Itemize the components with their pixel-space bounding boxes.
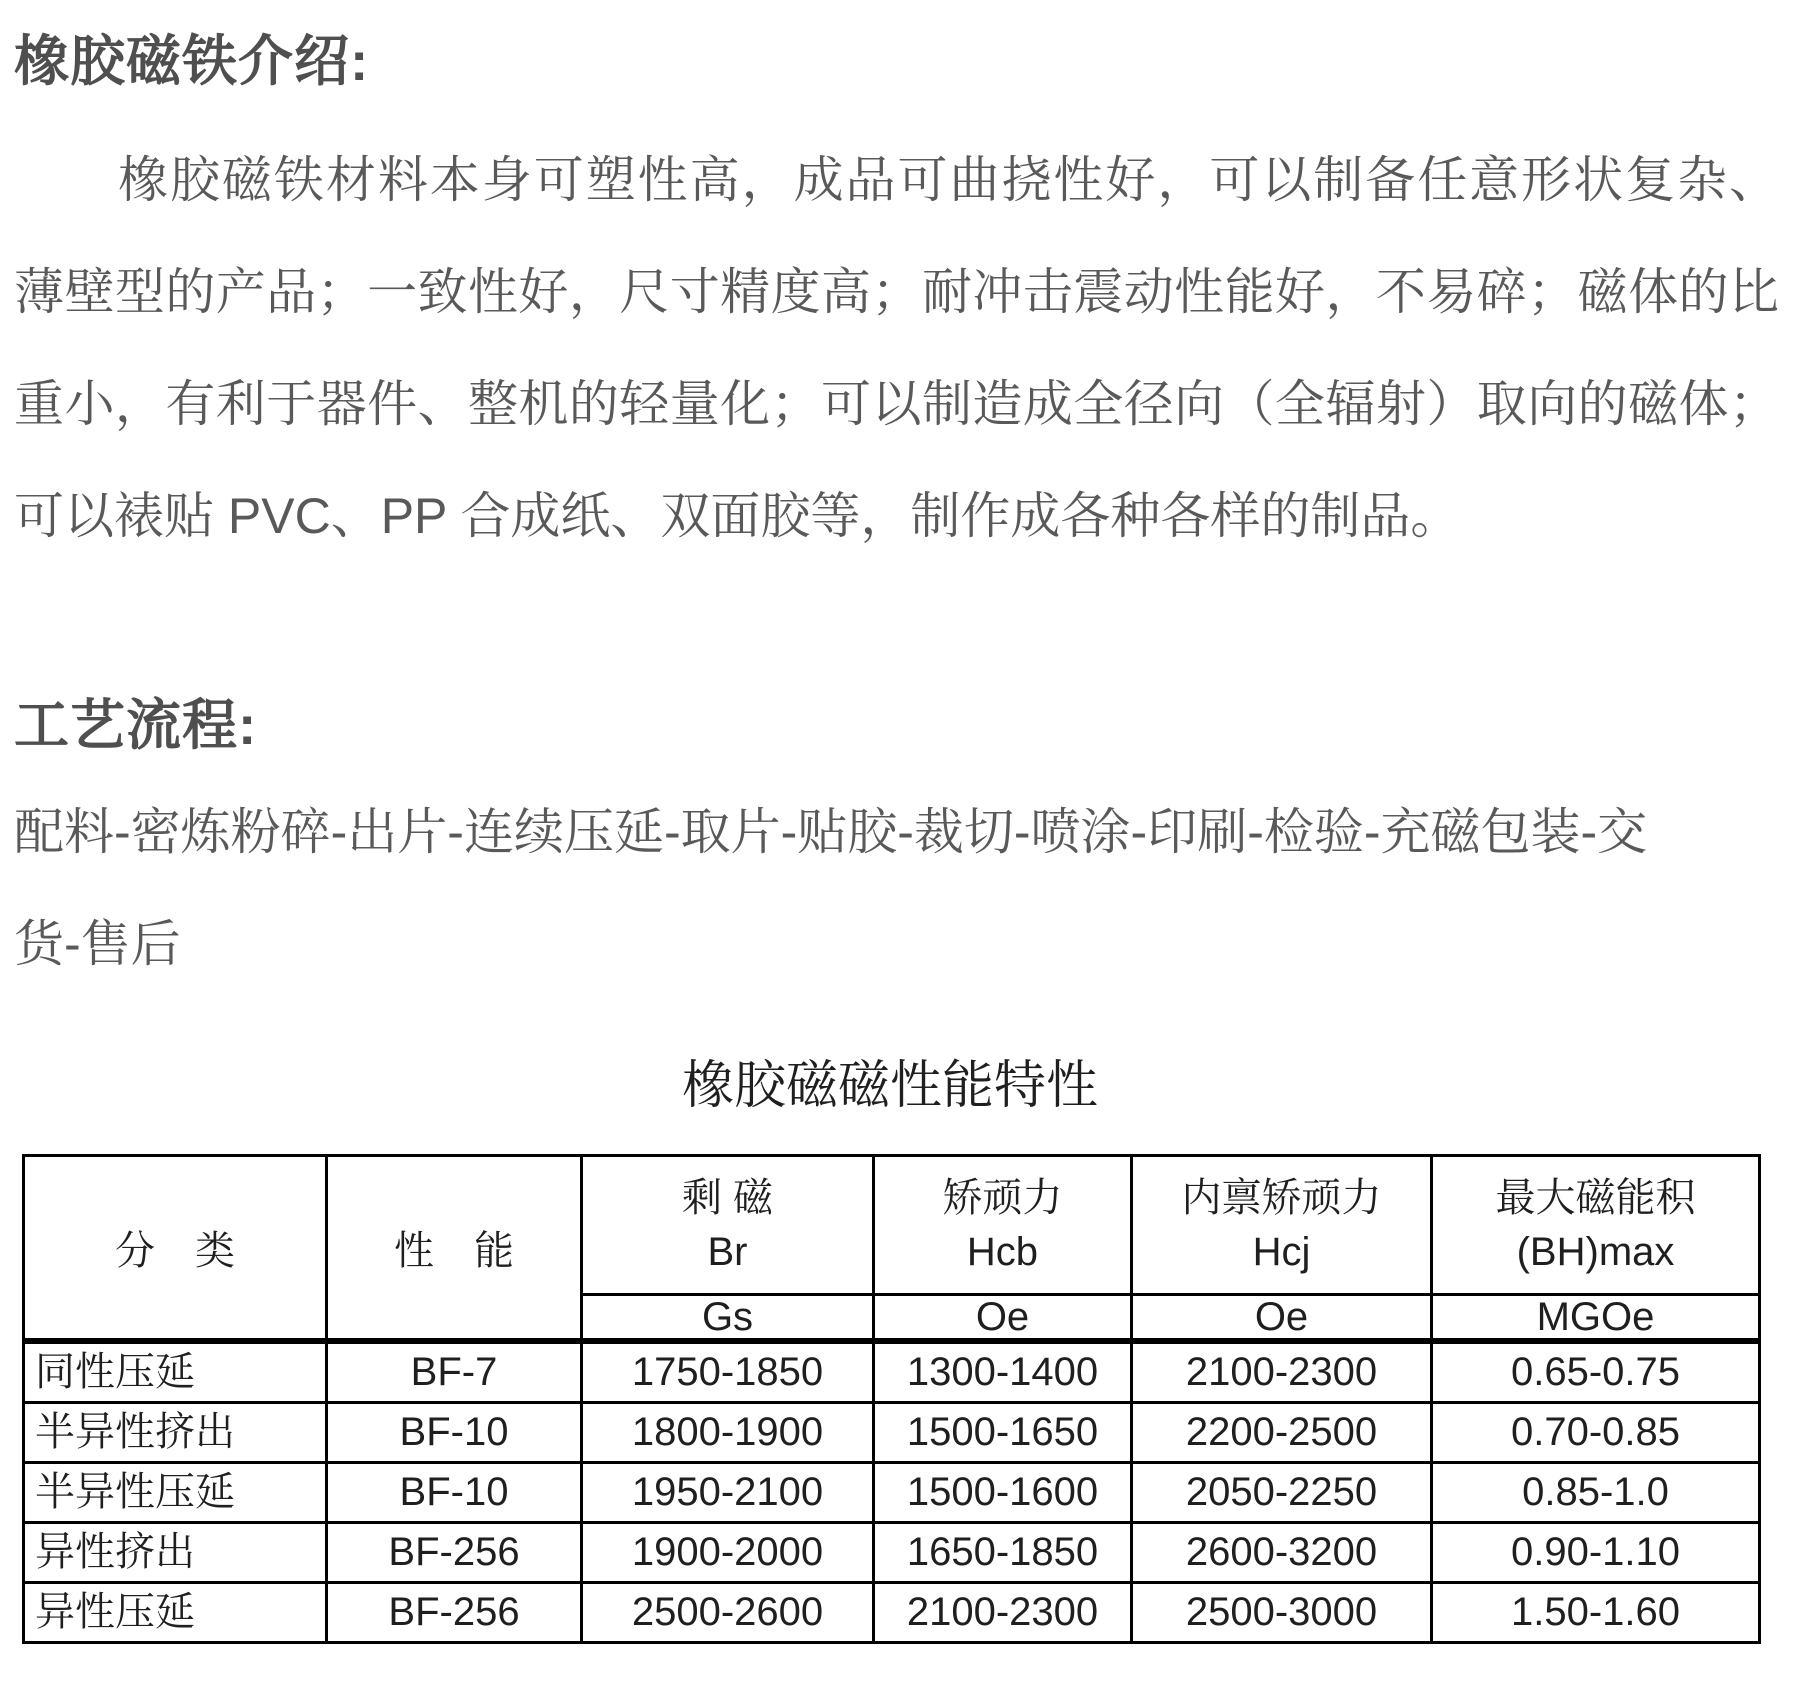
header-max-energy-product [1432,1156,1760,1295]
row-label-cell: 同性压延 [24,1341,327,1403]
table-cell: 1300-1400 [874,1341,1132,1403]
table-cell: BF-10 [327,1463,582,1523]
row-label-cell: 异性压延 [24,1583,327,1643]
header-category: 分 类 [24,1156,327,1342]
table-row [24,1583,1760,1643]
table-title: 橡胶磁磁性能特性 [681,1057,1098,1115]
performance-table [22,1154,1761,1644]
table-row [24,1341,1760,1403]
unit-max-energy-product: MGOe [1432,1295,1760,1342]
intro-line-2: 薄壁型的产品；一致性好，尺寸精度高；耐冲击震动性能好，不易碎；磁体的比 [14,264,1779,320]
process-paragraph [14,776,1779,1000]
table-cell: 0.85-1.0 [1432,1463,1760,1523]
header-remanence [582,1156,874,1295]
table-cell: 0.90-1.10 [1432,1523,1760,1583]
table-cell: 2600-3200 [1132,1523,1432,1583]
table-cell: 1650-1850 [874,1523,1132,1583]
row-label-cell: 异性挤出 [24,1523,327,1583]
table-row [24,1403,1760,1463]
table-header [24,1156,1760,1342]
table-cell: 0.70-0.85 [1432,1403,1760,1463]
intro-line-1: 橡胶磁铁材料本身可塑性高，成品可曲挠性好，可以制备任意形状复杂、 [118,152,1779,208]
header-remanence-label: 剩 磁 [681,1176,774,1220]
intro-paragraph [14,124,1779,572]
header-max-energy-product-label: 最大磁能积 [1495,1176,1696,1220]
table-cell: 1500-1650 [874,1403,1132,1463]
process-line-1: 配料-密炼粉碎-出片-连续压延-取片-贴胶-裁切-喷涂-印刷-检验-充磁包装-交 [14,804,1648,860]
intro-line-4: 可以裱贴 PVC、PP 合成纸、双面胶等，制作成各种各样的制品。 [14,488,1461,544]
header-coercivity [874,1156,1132,1295]
table-cell: 1900-2000 [582,1523,874,1583]
table-cell: 2200-2500 [1132,1403,1432,1463]
table-cell: BF-256 [327,1583,582,1643]
table-cell: 2100-2300 [874,1583,1132,1643]
process-line-2: 货-售后 [14,916,181,972]
header-coercivity-symbol: Hcb [966,1230,1039,1274]
row-label-cell: 半异性压延 [24,1463,327,1523]
table-cell: BF-7 [327,1341,582,1403]
unit-intrinsic-coercivity: Oe [1132,1295,1432,1342]
intro-heading: 橡胶磁铁介绍: [14,30,370,92]
header-intrinsic-coercivity [1132,1156,1432,1295]
table-cell: 1750-1850 [582,1341,874,1403]
table-cell: 1950-2100 [582,1463,874,1523]
table-cell: BF-10 [327,1403,582,1463]
header-intrinsic-coercivity-symbol: Hcj [1252,1230,1311,1274]
table-body [24,1341,1760,1643]
table-cell: 2050-2250 [1132,1463,1432,1523]
header-max-energy-product-symbol: (BH)max [1516,1230,1675,1274]
header-remanence-symbol: Br [707,1230,748,1274]
table-cell: 0.65-0.75 [1432,1341,1760,1403]
process-heading: 工艺流程: [14,694,258,756]
table-row [24,1463,1760,1523]
unit-remanence: Gs [582,1295,874,1342]
header-intrinsic-coercivity-label: 内禀矫顽力 [1181,1176,1382,1220]
row-label-cell: 半异性挤出 [24,1403,327,1463]
table-cell: 2100-2300 [1132,1341,1432,1403]
table-cell: 1800-1900 [582,1403,874,1463]
header-row [24,1156,1760,1295]
table-row [24,1523,1760,1583]
header-coercivity-label: 矫顽力 [942,1176,1063,1220]
table-cell: 2500-2600 [582,1583,874,1643]
table-cell: 2500-3000 [1132,1583,1432,1643]
table-cell: 1500-1600 [874,1463,1132,1523]
header-performance: 性 能 [327,1156,582,1342]
table-cell: BF-256 [327,1523,582,1583]
table-cell: 1.50-1.60 [1432,1583,1760,1643]
unit-coercivity: Oe [874,1295,1132,1342]
intro-line-3: 重小，有利于器件、整机的轻量化；可以制造成全径向（全辐射）取向的磁体； [14,376,1779,432]
